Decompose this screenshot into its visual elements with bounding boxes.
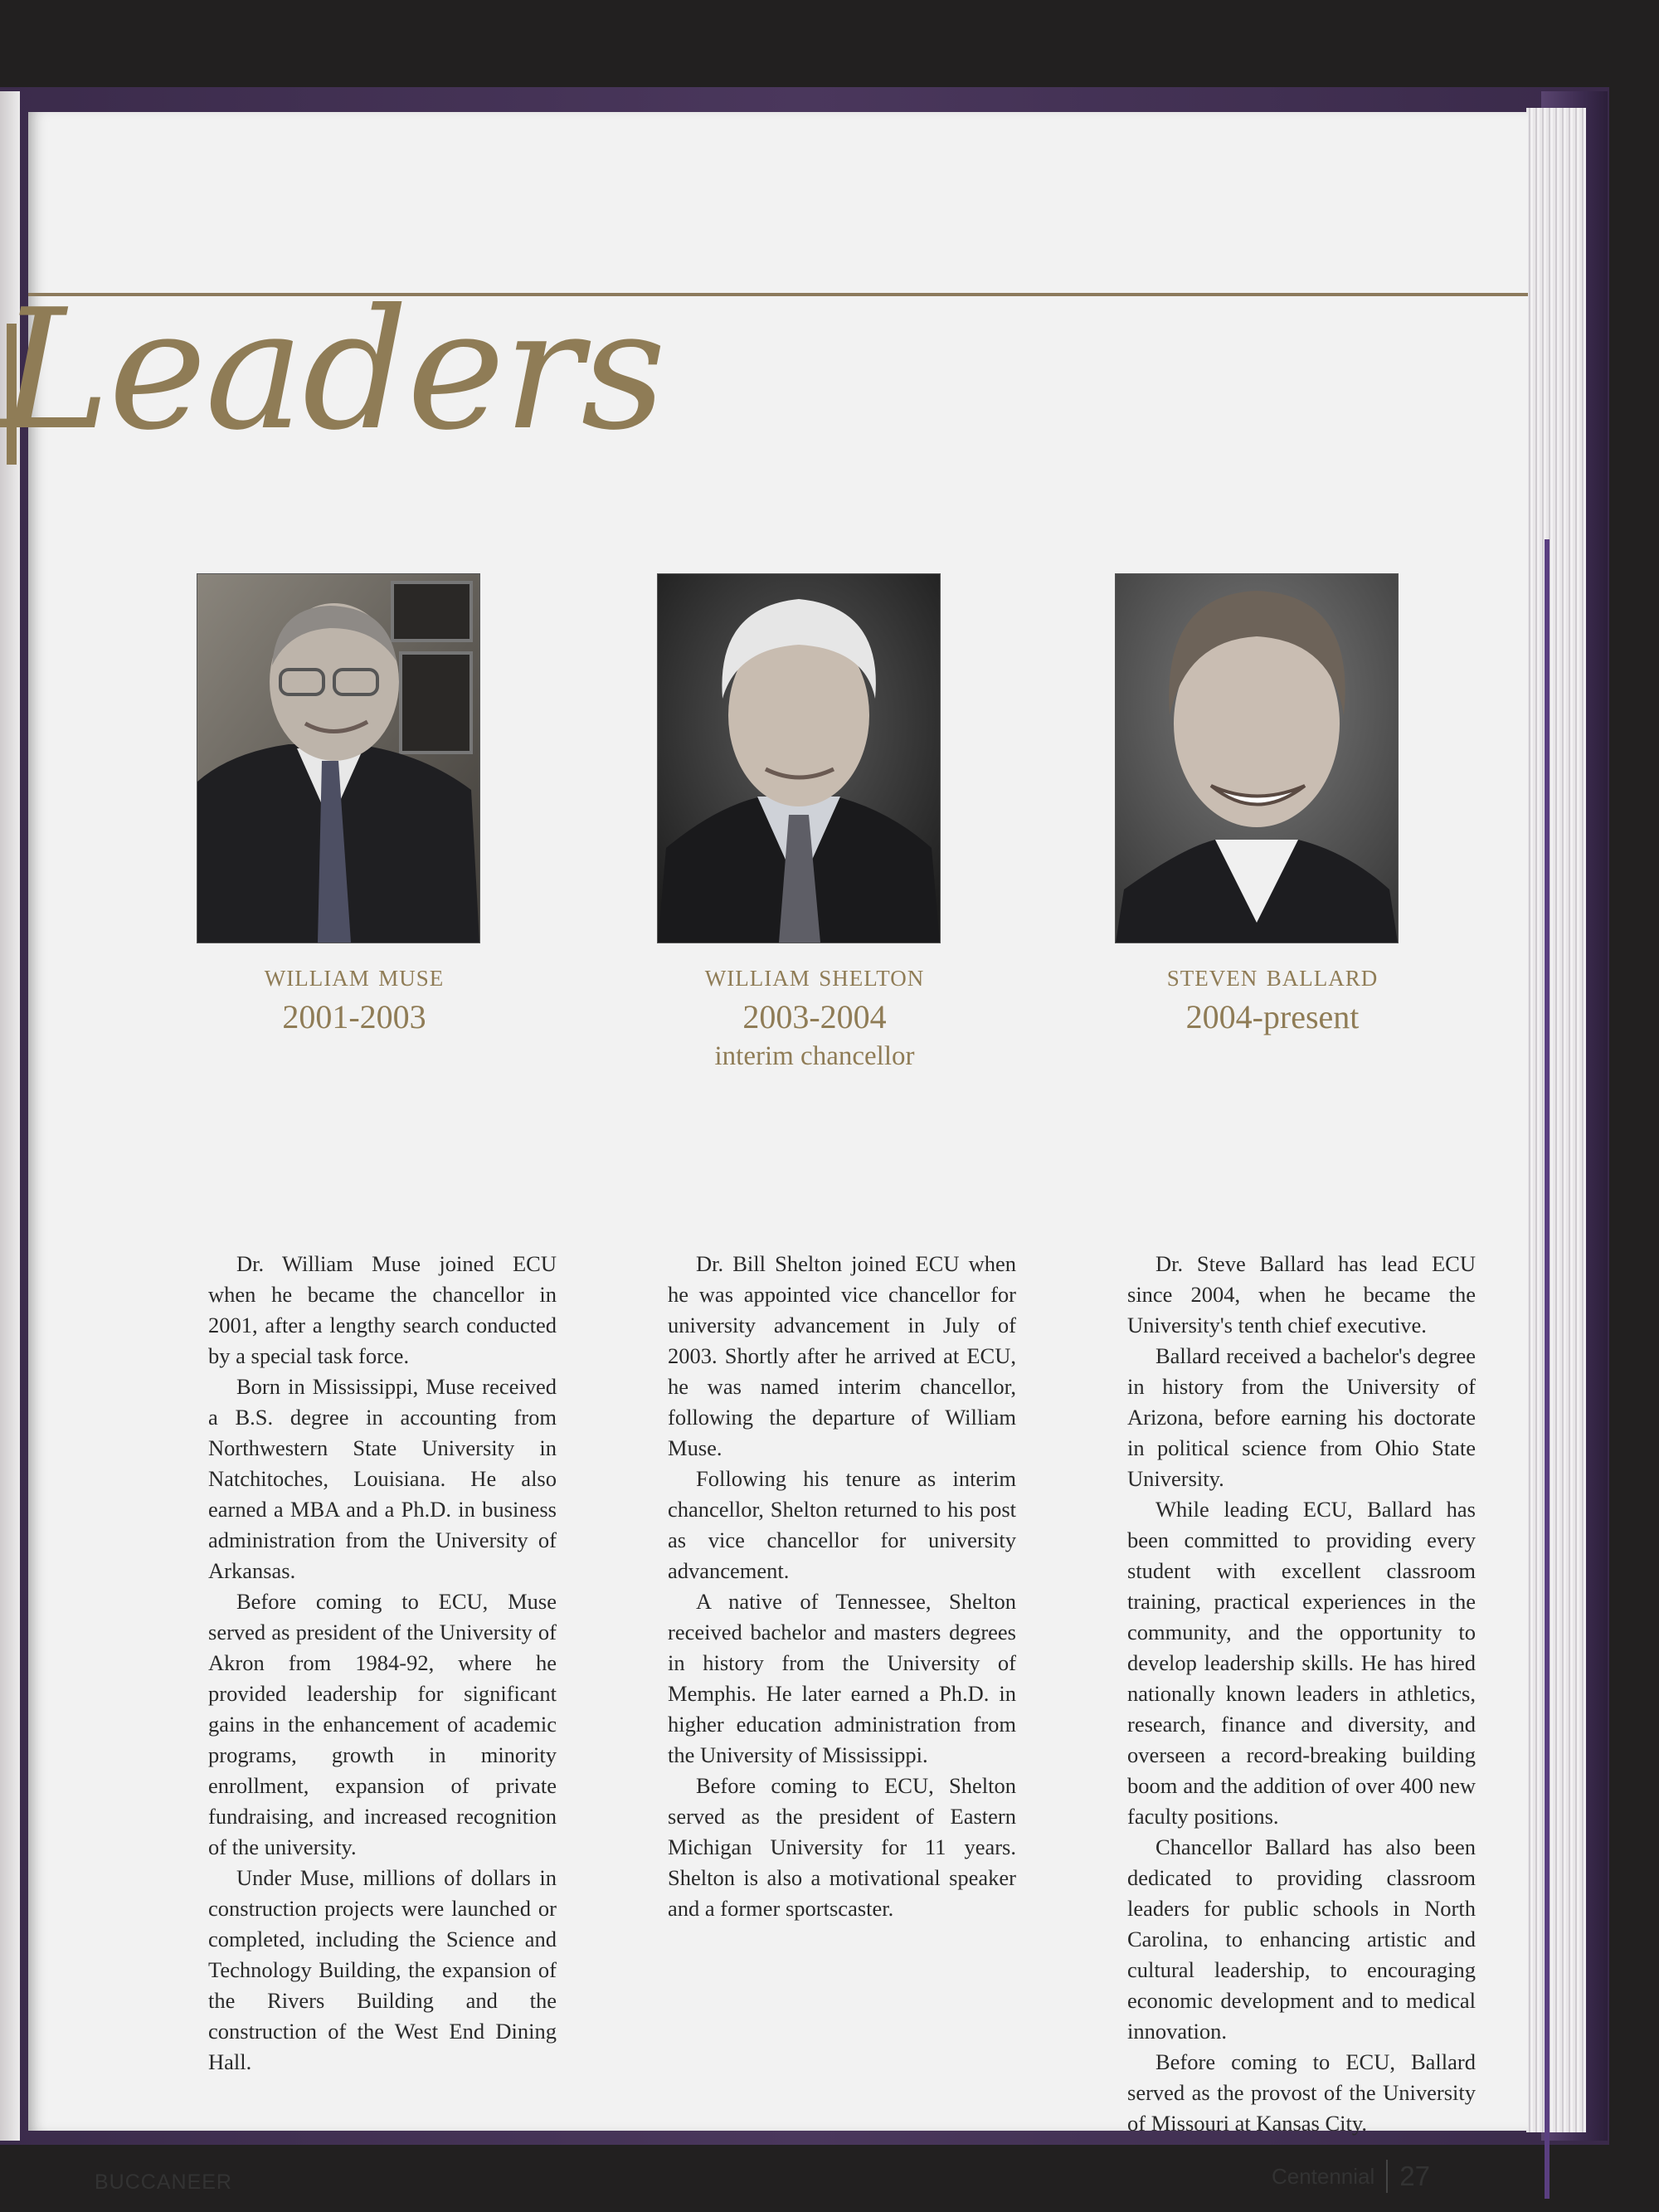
bio-paragraph: Before coming to ECU, Shelton served as the president of Eastern Michigan University for 11 years. Shelton is also a motivational speaker and a former sportscaster. xyxy=(668,1773,1016,1921)
leader-bio-muse xyxy=(208,1249,557,2078)
bio-paragraph: Before coming to ECU, Muse served as president of the University of Akron from 1984-92, where he provided leadership for significant gains in the enhancement of academic programs, growth in minority enrollment, expansion of private fundraising, and increased recognition of the university. xyxy=(208,1589,557,1859)
magazine-page xyxy=(0,112,1528,2194)
leader-role: interim chancellor xyxy=(714,1041,915,1071)
leader-bio-ballard xyxy=(1127,1249,1476,2139)
bio-paragraph: Following his tenure as interim chancellor, Shelton returned to his post as vice chancellor for university advancement. xyxy=(668,1466,1016,1583)
publication-name: BUCCANEER xyxy=(95,2171,232,2194)
bio-paragraph: A native of Tennessee, Shelton received bachelor and masters degrees in history from the University of Memphis. He later earned a Ph.D. in higher education administration from the University of Mississippi. xyxy=(668,1589,1016,1767)
leader-years: 2004-present xyxy=(1185,998,1360,1035)
leader-name: william muse xyxy=(264,958,445,993)
leader-years: 2001-2003 xyxy=(282,998,426,1035)
leader-column-ballard xyxy=(1098,573,1447,1038)
leader-column-shelton xyxy=(640,573,989,1074)
bio-paragraph: Dr. Bill Shelton joined ECU when he was appointed vice chancellor for university advancement in July of 2003. Shortly after he arrived at ECU, he was named interim chancellor, following the departure of William Muse. xyxy=(668,1251,1016,1460)
bio-paragraph: Dr. William Muse joined ECU when he became the chancellor in 2001, after a lengthy search conducted by a special task force. xyxy=(208,1251,557,1368)
portrait-photo-shelton xyxy=(657,573,941,943)
page-stack-edge xyxy=(1526,108,1586,2132)
page-footer xyxy=(1272,2160,1430,2193)
bio-paragraph: Under Muse, millions of dollars in construction projects were launched or completed, including the Science and Technology Building, the expansion of the Rivers Building and the construction of the West End Dining Hall. xyxy=(208,1865,557,2074)
leader-bio-shelton xyxy=(668,1249,1016,1924)
bio-paragraph: Ballard received a bachelor's degree in history from the University of Arizona, before earning his doctorate in political science from Ohio State University. xyxy=(1127,1343,1476,1491)
portrait-photo-ballard xyxy=(1115,573,1399,943)
section-name: Centennial xyxy=(1271,2163,1375,2189)
page-title: Leaders xyxy=(0,274,665,467)
leader-years: 2003-2004 xyxy=(742,998,887,1035)
portrait-photo-muse xyxy=(197,573,480,943)
leader-name: william shelton xyxy=(704,958,925,993)
leader-name: steven ballard xyxy=(1166,958,1379,993)
bio-paragraph: While leading ECU, Ballard has been committed to providing every student with excellent classroom training, practical experiences in the community, and the opportunity to develop leadership skills. He has hired nationally known leaders in athletics, research, finance and diversity, and overseen a record-breaking building boom and the addition of over 400 new faculty positions. xyxy=(1127,1497,1476,1829)
bio-paragraph: Born in Mississippi, Muse received a B.S. degree in accounting from Northwestern State University in Natchitoches, Louisiana. He also earned a MBA and a Ph.D. in business administration from the University of Arkansas. xyxy=(208,1374,557,1583)
leader-column-muse xyxy=(180,573,528,1038)
footer-divider xyxy=(1386,2160,1388,2193)
bio-paragraph: Dr. Steve Ballard has lead ECU since 2004, when he became the University's tenth chief executive. xyxy=(1127,1251,1476,1337)
bio-paragraph: Before coming to ECU, Ballard served as the provost of the University of Missouri at Kansas City. xyxy=(1127,2049,1476,2136)
bio-paragraph: Chancellor Ballard has also been dedicated to providing classroom leaders for public schools in North Carolina, to enhancing artistic and cultural leadership, to encouraging economic development and to medical innovation. xyxy=(1127,1834,1476,2044)
page-number: 27 xyxy=(1399,2161,1430,2191)
